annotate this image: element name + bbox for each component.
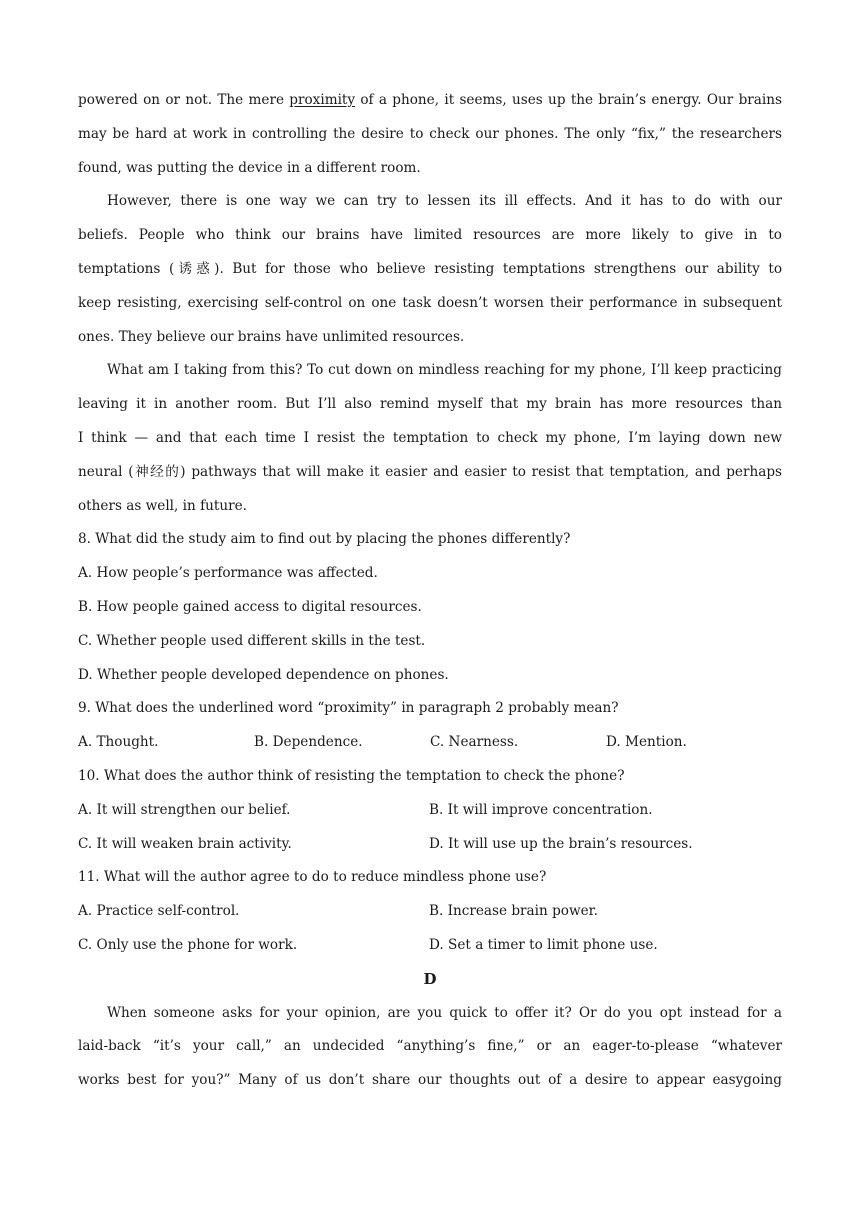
text-line: powered on or not. The mere proximity of a phone, it seems, uses up the brain’s energy. Our brains xyxy=(78,92,782,108)
section-d xyxy=(78,963,782,1098)
text-line: may be hard at work in controlling the desire to check our phones. The only “fix,” the researchers xyxy=(78,125,782,142)
option-b: B. Increase brain power. xyxy=(429,903,598,920)
text-line: found, was putting the device in a different room. xyxy=(78,159,421,176)
text-line: When someone asks for your opinion, are you quick to offer it? Or do you opt instead for a xyxy=(107,1004,782,1021)
option-a: A. How people’s performance was affected. xyxy=(78,565,378,582)
option-c: C. Whether people used different skills in the test. xyxy=(78,632,426,649)
text-line: works best for you?” Many of us don’t share our thoughts out of a desire to appear easygoing xyxy=(78,1072,782,1089)
underlined-word-proximity: proximity xyxy=(289,92,356,108)
options-row xyxy=(78,895,782,929)
option-d: D. Mention. xyxy=(606,734,687,751)
option-d: D. Whether people developed dependence on phones. xyxy=(78,666,449,683)
text-line: leaving it in another room. But I’ll also remind myself that my brain has more resources than xyxy=(78,396,782,413)
paragraph-conclusion xyxy=(78,354,782,523)
text-line: temptations (诱惑). But for those who believe resisting temptations strengthens our ability to xyxy=(78,260,782,277)
text-line: ones. They believe our brains have unlimited resources. xyxy=(78,328,465,345)
option-c: C. Nearness. xyxy=(430,734,519,751)
option-d: D. Set a timer to limit phone use. xyxy=(429,936,658,953)
text-line: I think — and that each time I resist the temptation to check my phone, I’m laying down new xyxy=(78,429,782,446)
text-line: neural (神经的) pathways that will make it easier and easier to resist that temptation, and perhaps xyxy=(78,463,782,480)
text-line: beliefs. People who think our brains have limited resources are more likely to give in to xyxy=(78,227,782,244)
text-line: However, there is one way we can try to lessen its ill effects. And it has to do with our xyxy=(107,193,782,210)
option-a: A. Thought. xyxy=(78,734,159,751)
document-page xyxy=(78,84,782,1098)
paragraph-beliefs xyxy=(78,185,782,354)
question-stem: 11. What will the author agree to do to reduce mindless phone use? xyxy=(78,869,547,886)
question-stem: 8. What did the study aim to find out by placing the phones differently? xyxy=(78,531,571,548)
text-line: laid-back “it’s your call,” an undecided “anything’s fine,” or an eager-to-please “whatever xyxy=(78,1038,782,1055)
text-line: keep resisting, exercising self-control on one task doesn’t worsen their performance in subsequent xyxy=(78,294,782,311)
option-c: C. It will weaken brain activity. xyxy=(78,835,292,852)
question-stem: 9. What does the underlined word “proximity” in paragraph 2 probably mean? xyxy=(78,700,619,717)
option-d: D. It will use up the brain’s resources. xyxy=(429,835,693,852)
question-8 xyxy=(78,523,782,692)
option-b: B. Dependence. xyxy=(254,734,363,751)
options-row xyxy=(78,929,782,963)
option-a: A. Practice self-control. xyxy=(78,903,240,920)
section-heading: D xyxy=(423,969,437,988)
question-10 xyxy=(78,760,782,861)
text-line: others as well, in future. xyxy=(78,497,247,514)
options-row xyxy=(78,828,782,862)
option-c: C. Only use the phone for work. xyxy=(78,936,298,953)
paragraph-proximity xyxy=(78,84,782,185)
question-9 xyxy=(78,692,782,760)
question-11 xyxy=(78,861,782,962)
text-line: What am I taking from this? To cut down on mindless reaching for my phone, I’ll keep practicing xyxy=(107,362,782,379)
options-row xyxy=(78,794,782,828)
option-b: B. How people gained access to digital resources. xyxy=(78,598,422,615)
option-b: B. It will improve concentration. xyxy=(429,801,653,818)
options-row xyxy=(78,726,782,760)
option-a: A. It will strengthen our belief. xyxy=(78,801,291,818)
question-stem: 10. What does the author think of resisting the temptation to check the phone? xyxy=(78,767,625,784)
